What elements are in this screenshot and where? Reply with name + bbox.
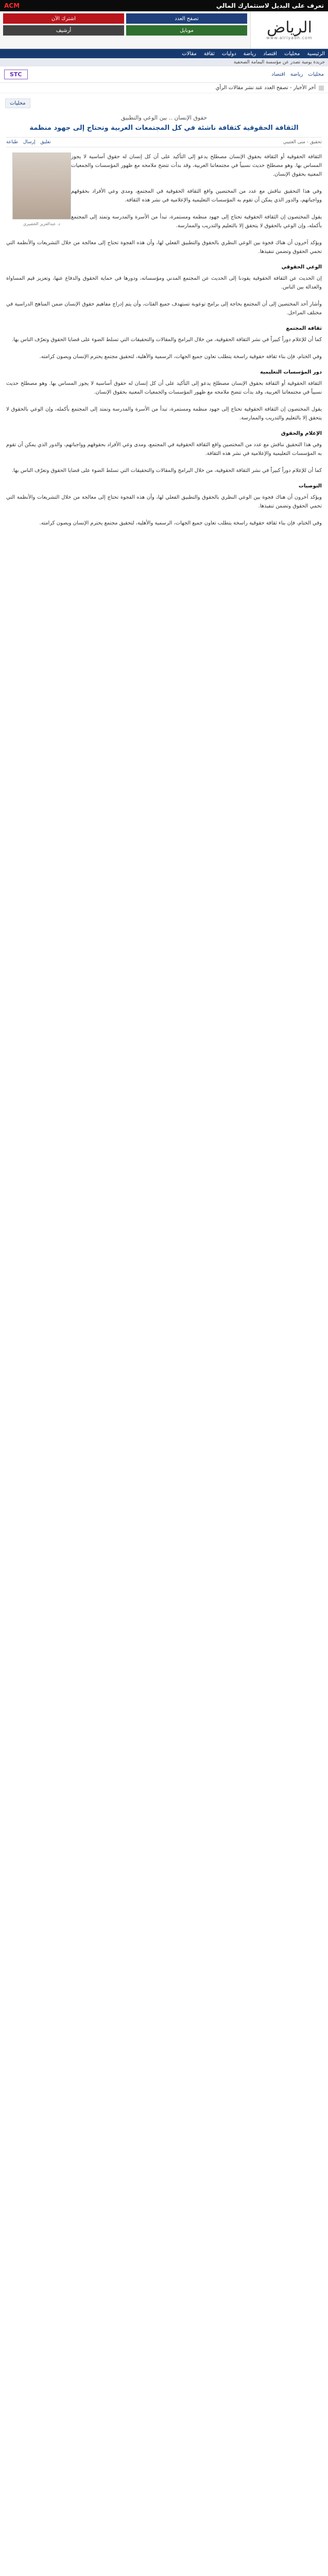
news-strip-text[interactable]: آخر الأخبار - تصفح العدد عند نشر مقالات الرأي [215,85,316,91]
paragraph: وفي الختام، فإن بناء ثقافة حقوقية راسخة يتطلب تعاون جميع الجهات، الرسمية والأهلية، لتحقيق مجتمع يحترم الإنسان ويصون كرامته. [39,354,322,360]
paragraph: وفي هذا التحقيق نناقش مع عدد من المختصين واقع الثقافة الحقوقية في المجتمع، ومدى وعي الأفراد بحقوقهم وواجباتهم، والدور الذي يمكن أن تقوم به المؤسسات التعليمية والإعلامية في نشر هذه الثقافة. [71,189,322,203]
paragraph: يقول المختصون إن الثقافة الحقوقية تحتاج إلى جهود منظمة ومستمرة، تبدأ من الأسرة والمدرسة وتمتد إلى المجتمع بأكمله، وإن الوعي بالحقوق لا يتحقق إلا بالتعليم والتدريب والممارسة. [6,406,322,421]
logo-url: www.alriyadh.com [266,35,313,40]
paragraph: وأشار أحد المختصين إلى أن المجتمع بحاجة إلى برامج توعوية تستهدف جميع الفئات، وأن يتم إدراج مفاهيم حقوق الإنسان ضمن المناهج الدراسية في مختلف المراحل. [6,301,322,316]
paragraph: وفي هذا التحقيق نناقش مع عدد من المختصين واقع الثقافة الحقوقية في المجتمع، ومدى وعي الأفراد بحقوقهم وواجباتهم، والدور الذي يمكن أن تقوم به المؤسسات التعليمية والإعلامية في نشر هذه الثقافة. [6,442,322,456]
author-photo [12,152,71,226]
photo-caption: د. عبدالعزيز الخضيري [23,222,60,226]
comment-link[interactable]: تعليق [40,140,51,145]
paragraph: وفي الختام، فإن بناء ثقافة حقوقية راسخة يتطلب تعاون جميع الجهات، الرسمية والأهلية، لتحقيق مجتمع يحترم الإنسان ويصون كرامته. [39,520,322,526]
news-icon [319,86,324,91]
banner-3[interactable]: موبايل [126,25,247,36]
sub-bar: جريدة يومية تصدر عن مؤسسة اليمامة الصحفية [0,58,328,66]
subheading: الإعلام والحقوق [281,431,322,436]
article-actions [6,140,51,145]
nav-item[interactable]: اقتصاد [263,50,277,57]
ad-text[interactable]: تعرف على البديل لاستثمارك المالي [216,2,324,9]
site-header [0,11,328,49]
send-link[interactable]: إرسال [23,140,36,145]
nav-item[interactable]: رياضة [243,50,256,57]
article-meta [6,137,322,147]
banner-1[interactable]: تصفح العدد [126,13,247,24]
nav-item[interactable]: الرئيسية [307,50,325,57]
article-kicker: حقوق الإنسان .. بين الوعي والتطبيق [120,114,208,121]
article-title: الثقافة الحقوقية كثقافة ناشئة في كل المجتمعات العربية وتحتاج إلى جهود منظمة [29,124,299,132]
main-nav [0,49,328,58]
header-banners [0,11,250,48]
banner-2[interactable]: اشترك الآن [3,13,124,24]
news-strip [0,83,328,93]
paragraph: كما أن للإعلام دوراً كبيراً في نشر الثقافة الحقوقية، من خلال البرامج والمقالات والتحقيقات التي تسلط الضوء على قضايا الحقوق وتعرّف الناس بها. [11,468,322,473]
category-links [271,72,324,77]
nav-item[interactable]: مقالات [182,50,197,57]
section-label [0,93,328,111]
tool-row [0,66,328,83]
paragraph: كما أن للإعلام دوراً كبيراً في نشر الثقافة الحقوقية، من خلال البرامج والمقالات والتحقيقات التي تسلط الضوء على قضايا الحقوق وتعرّف الناس بها. [11,337,322,343]
paragraph: ويؤكد آخرون أن هناك فجوة بين الوعي النظري بالحقوق والتطبيق الفعلي لها، وأن هذه الفجوة تحتاج إلى معالجة من خلال التشريعات والأنظمة التي تحمي الحقوق وتضمن تنفيذها. [6,495,322,509]
banner-4[interactable]: أرشيف [3,25,124,36]
paragraph: الثقافة الحقوقية أو الثقافة بحقوق الإنسان مصطلح يدعو إلى التأكيد على أن كل إنسان له حقوق أساسية لا يجوز المساس بها. وهو مصطلح حديث نسبياً في مجتمعاتنا العربية، وقد بدأت تتضح ملامحه مع ظهور المؤسسات والجمعيات المعنية بحقوق الإنسان. [6,381,322,395]
category-link[interactable]: اقتصاد [271,72,285,77]
nav-item[interactable]: دوليات [221,50,236,57]
site-logo[interactable] [250,11,328,48]
print-link[interactable]: طباعة [6,140,18,145]
paragraph: الثقافة الحقوقية أو الثقافة بحقوق الإنسان مصطلح يدعو إلى التأكيد على أن كل إنسان له حقوق أساسية لا يجوز المساس بها. وهو مصطلح حديث نسبياً في مجتمعاتنا العربية، وقد بدأت تتضح ملامحه مع ظهور المؤسسات والجمعيات المعنية بحقوق الإنسان. [71,154,322,177]
paragraph: ويؤكد آخرون أن هناك فجوة بين الوعي النظري بالحقوق والتطبيق الفعلي لها، وأن هذه الفجوة تحتاج إلى معالجة من خلال التشريعات والأنظمة التي تحمي الحقوق وتضمن تنفيذها. [6,240,322,255]
category-link[interactable]: رياضة [290,72,303,77]
subheading: ثقافة المجتمع [286,326,322,331]
paragraph: إن الحديث عن الثقافة الحقوقية يقودنا إلى الحديث عن المجتمع المدني ومؤسساته، ودورها في حماية الحقوق والدفاع عنها، وتعزيز قيم المساواة والعدالة بين الناس. [6,276,322,290]
subheading: الوعي الحقوقي [281,264,322,270]
ad-brand[interactable]: ACM [4,2,20,9]
top-ad-bar[interactable] [0,0,328,11]
nav-item[interactable]: ثقافة [203,50,215,57]
article [0,114,328,528]
sponsor-logo[interactable]: STC [4,70,28,79]
paragraph: يقول المختصون إن الثقافة الحقوقية تحتاج إلى جهود منظمة ومستمرة، تبدأ من الأسرة والمدرسة وتمتد إلى المجتمع بأكمله، وإن الوعي بالحقوق لا يتحقق إلا بالتعليم والتدريب والممارسة. [71,214,322,229]
section-badge[interactable]: محليات [5,98,30,108]
category-link[interactable]: محليات [308,72,324,77]
byline: تحقيق - منى العتيبي [283,140,322,145]
nav-item[interactable]: محليات [284,50,300,57]
subheading: دور المؤسسات التعليمية [260,369,322,375]
subheading: التوصيات [298,483,322,489]
logo-arabic[interactable]: الرياض [267,18,312,37]
